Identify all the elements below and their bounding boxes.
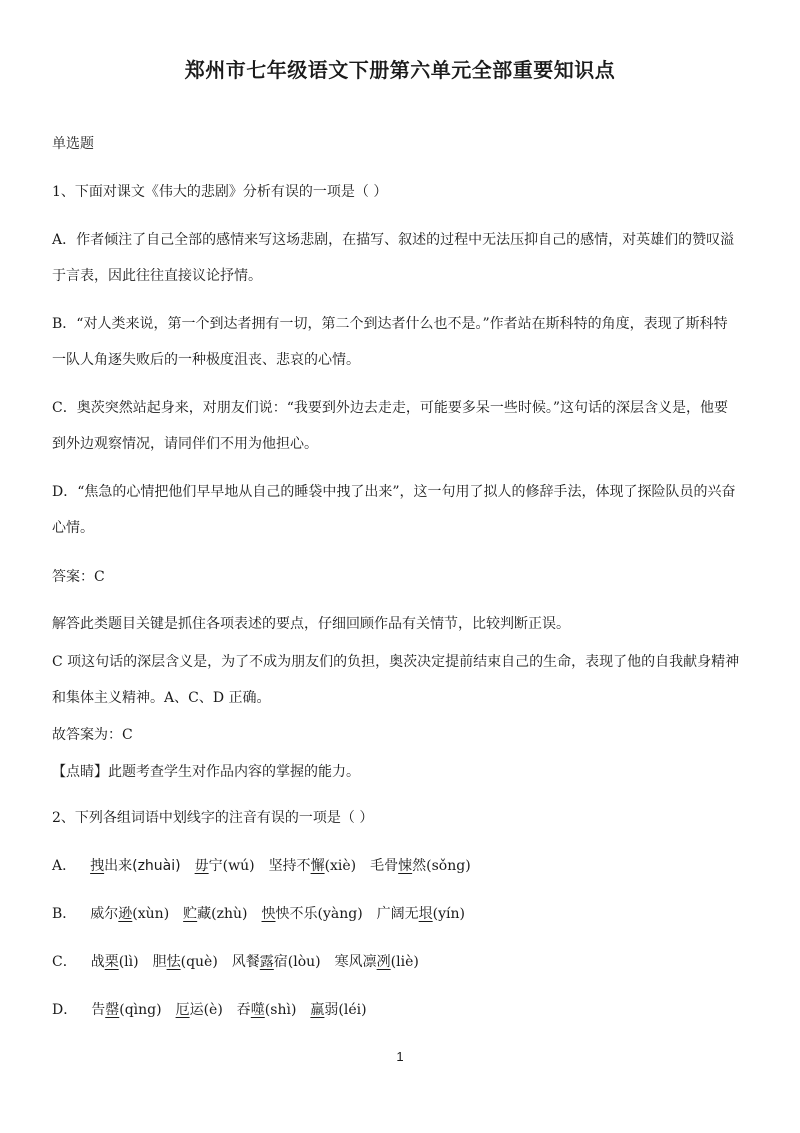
option-label: C． — [52, 954, 77, 970]
word-item: 毛骨悚然(sǒng) — [370, 858, 471, 874]
word-item: 寒风凛冽(liè) — [334, 954, 419, 970]
option-label: B． — [52, 906, 77, 922]
word-item: 坚持不懈(xiè) — [268, 858, 357, 874]
q1-option-a-line1: A．作者倾注了自己全部的感情来写这场悲剧，在描写、叙述的过程中无法压抑自己的感情，对英雄们的赞叹溢 — [52, 232, 735, 248]
word-item: 怏怏不乐(yàng) — [261, 906, 363, 922]
word-item: 厄运(è) — [175, 1002, 223, 1018]
page-number: 1 — [396, 1049, 404, 1064]
q1-option-d-line2: 心情。 — [52, 520, 94, 536]
word-item: 胆怯(què) — [152, 954, 218, 970]
q2-option-d — [52, 1000, 752, 1020]
word-item: 羸弱(léi) — [310, 1002, 367, 1018]
q1-option-b-line1: B．“对人类来说，第一个到达者拥有一切，第二个到达者什么也不是。”作者站在斯科特的角度，表现了斯科特 — [52, 316, 728, 332]
q1-option-b-line2: 一队人角逐失败后的一种极度沮丧、悲哀的心情。 — [52, 352, 360, 368]
word-item: 吞噬(shì) — [236, 1002, 297, 1018]
word-item: 拽出来(zhuài) — [90, 858, 181, 874]
word-item: 战栗(lì) — [90, 954, 139, 970]
word-item: 威尔逊(xùn) — [90, 906, 170, 922]
word-item: 广阔无垠(yín) — [376, 906, 465, 922]
q1-final-answer: 故答案为：C — [52, 727, 133, 743]
word-item: 贮藏(zhù) — [183, 906, 248, 922]
q1-explanation-line1: 解答此类题目关键是抓住各项表述的要点，仔细回顾作品有关情节，比较判断正误。 — [52, 616, 570, 632]
option-label: D． — [52, 1002, 78, 1018]
page-title: 郑州市七年级语文下册第六单元全部重要知识点 — [184, 58, 616, 82]
q2-option-c — [52, 952, 752, 972]
option-label: A． — [52, 858, 77, 874]
q2-stem: 2、下列各组词语中划线字的注音有误的一项是（ ） — [52, 810, 374, 826]
q1-option-c-line2: 到外边观察情况，请同伴们不用为他担心。 — [52, 436, 318, 452]
q1-answer: 答案：C — [52, 569, 105, 585]
q1-option-c-line1: C．奥茨突然站起身来，对朋友们说：“我要到外边去走走，可能要多呆一些时候。”这句话的深层含义是，他要 — [52, 400, 729, 416]
section-heading: 单选题 — [52, 136, 94, 152]
q1-key-point: 【点睛】此题考查学生对作品内容的掌握的能力。 — [52, 764, 360, 780]
q1-option-a-line2: 于言表，因此往往直接议论抒情。 — [52, 268, 262, 284]
word-item: 风餐露宿(lòu) — [231, 954, 321, 970]
q2-option-b — [52, 904, 752, 924]
q1-explanation-line2: C 项这句话的深层含义是，为了不成为朋友们的负担，奥茨决定提前结束自己的生命，表现了他的自我献身精神 — [52, 654, 740, 670]
q2-option-a — [52, 856, 752, 876]
word-item: 告罄(qìng) — [91, 1002, 162, 1018]
q1-explanation-line3: 和集体主义精神。A、C、D 正确。 — [52, 690, 271, 706]
word-item: 毋宁(wú) — [194, 858, 255, 874]
q1-stem: 1、下面对课文《伟大的悲剧》分析有误的一项是（ ） — [52, 184, 388, 200]
q1-option-d-line1: D．“焦急的心情把他们早早地从自己的睡袋中拽了出来”，这一句用了拟人的修辞手法，体现了探险队员的兴奋 — [52, 484, 736, 500]
